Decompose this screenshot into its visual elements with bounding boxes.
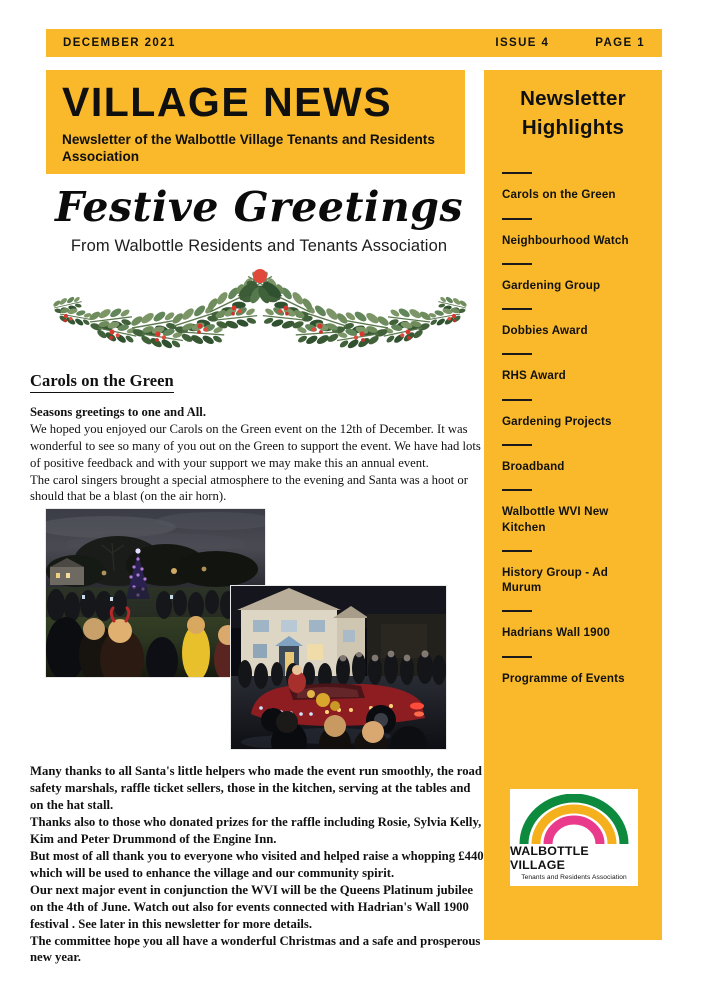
logo-organisation-subtitle: Tenants and Residents Association: [521, 874, 627, 881]
sidebar-item-label: Dobbies Award: [502, 324, 588, 338]
sidebar-item-label: Neighbourhood Watch: [502, 233, 629, 247]
sidebar-divider: [502, 444, 532, 446]
sidebar-item-neighbourhood-watch[interactable]: [502, 218, 644, 248]
sidebar-divider: [502, 218, 532, 220]
issue-date: DECEMBER 2021: [63, 37, 176, 49]
page-number: PAGE 1: [595, 37, 645, 49]
sidebar-divider: [502, 489, 532, 491]
sidebar-item-label: Gardening Group: [502, 278, 601, 292]
carols-article-continued: [30, 763, 485, 966]
article-paragraph-5: But most of all thank you to everyone who visited and helped raise a whopping £440 which will be used to enhance the village and our community spirit.: [30, 848, 484, 880]
sidebar-item-label: RHS Award: [502, 369, 566, 383]
association-logo: [510, 789, 638, 886]
article-paragraph-4: Thanks also to those who donated prizes for the raffle including Rosie, Sylvia Kelly, Kim and Peter Drummond of the Engine Inn.: [30, 814, 482, 846]
festive-greeting-block: [46, 183, 472, 256]
article-section-title: Carols on the Green: [30, 371, 174, 393]
sidebar-divider: [502, 308, 532, 310]
sidebar-item-hadrians-wall-1900[interactable]: [502, 610, 644, 640]
issue-header-bar: [46, 29, 662, 57]
rainbow-arcs-icon: [518, 794, 630, 846]
publication-subtitle: Newsletter of the Walbottle Village Tenants and Residents Association: [62, 132, 435, 164]
festive-greeting-heading: Festive Greetings: [54, 183, 464, 231]
publication-title: VILLAGE NEWS: [62, 79, 393, 125]
logo-organisation-name: WALBOTTLE VILLAGE: [510, 844, 589, 872]
sidebar-item-label: Walbottle WVI New Kitchen: [502, 505, 609, 534]
article-lead: Seasons greetings to one and All.: [30, 405, 207, 419]
article-paragraph-2: The carol singers brought a special atmosphere to the evening and Santa was a hoot or should that be a blast (on the air horn).: [30, 472, 468, 504]
sidebar-item-walbottle-wvi-new-kitchen[interactable]: [502, 489, 644, 535]
santa-sleigh-car-photo: [230, 585, 447, 750]
carols-article: [30, 371, 485, 505]
sidebar-divider: [502, 263, 532, 265]
sidebar-item-label: Carols on the Green: [502, 188, 616, 202]
sidebar-item-history-group-ad-murum[interactable]: [502, 550, 644, 596]
sidebar-divider: [502, 353, 532, 355]
sidebar-item-gardening-projects[interactable]: [502, 399, 644, 429]
sidebar-divider: [502, 610, 532, 612]
sidebar-title: Newsletter Highlights: [520, 87, 626, 140]
sidebar-divider: [502, 172, 532, 174]
sidebar-item-carols-on-the-green[interactable]: [502, 172, 644, 202]
sidebar-divider: [502, 399, 532, 401]
sidebar-item-broadband[interactable]: [502, 444, 644, 474]
sidebar-item-rhs-award[interactable]: [502, 353, 644, 383]
masthead: [46, 70, 465, 174]
sidebar-item-label: Broadband: [502, 460, 565, 473]
sidebar-item-programme-of-events[interactable]: [502, 656, 644, 686]
sidebar-item-label: Gardening Projects: [502, 414, 612, 428]
sidebar-divider: [502, 656, 532, 658]
sidebar-divider: [502, 550, 532, 552]
festive-greeting-from: From Walbottle Residents and Tenants Association: [70, 237, 448, 256]
article-closing: The committee hope you all have a wonderful Christmas and a safe and prosperous new year.: [30, 933, 481, 965]
article-paragraph-3: Many thanks to all Santa's little helpers who made the event run smoothly, the road safety marshals, raffle ticket sellers, those in the kitchen, serving at the tables and on the hat stall.: [30, 764, 482, 812]
holly-garland-icon: [50, 262, 470, 354]
article-paragraph-1: We hoped you enjoyed our Carols on the Green event on the 12th of December. It was wonderful to see so many of you out on the Green to support the event. We have had lots of positive feedback and with your support we may make this an annual event.: [30, 421, 481, 470]
sidebar-item-gardening-group[interactable]: [502, 263, 644, 293]
sidebar-item-label: History Group - Ad Murum: [502, 565, 608, 595]
article-paragraph-6: Our next major event in conjunction the WVI will be the Queens Platinum jubilee on the 4th of June. Watch out also for events connected with Hadrian's Wall 1900 festival . See later in this newsletter for more details.: [30, 882, 474, 931]
sidebar-item-label: Hadrians Wall 1900: [502, 626, 610, 640]
sidebar-item-dobbies-award[interactable]: [502, 308, 644, 338]
sidebar-item-label: Programme of Events: [502, 671, 625, 685]
issue-number: ISSUE 4: [495, 37, 550, 49]
